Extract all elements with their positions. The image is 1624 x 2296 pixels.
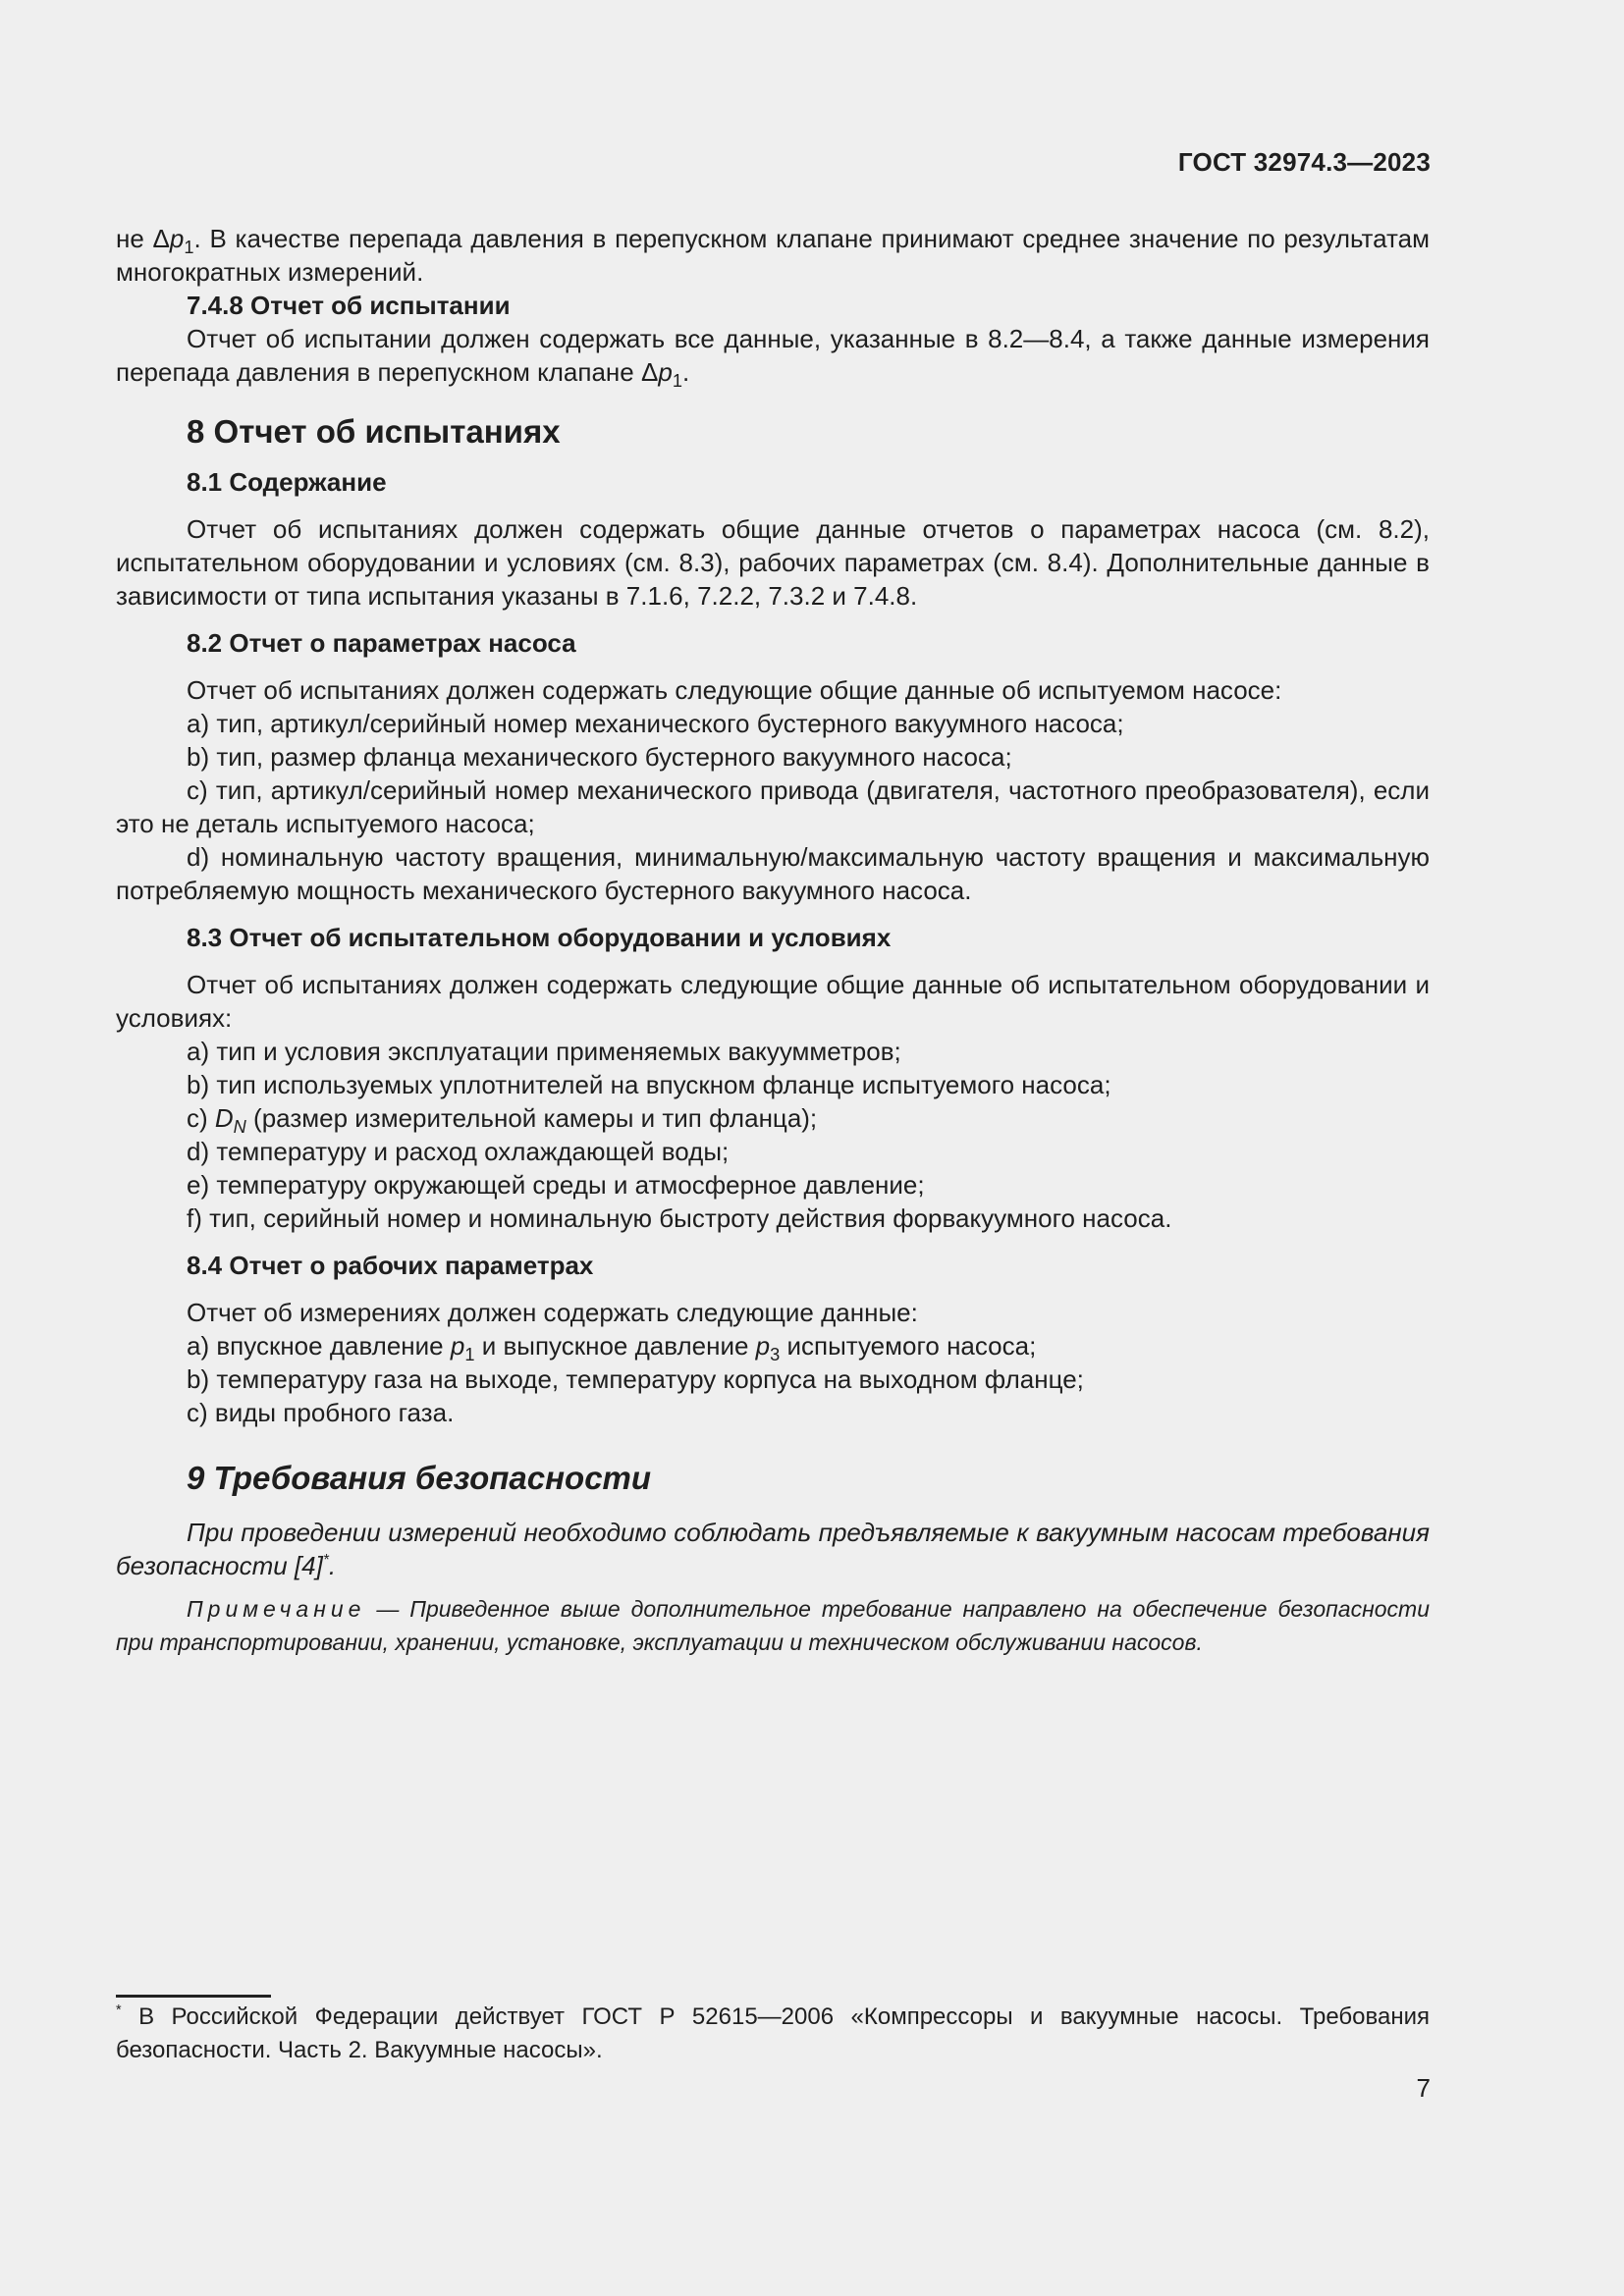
list-item: c) виды пробного газа.	[187, 1398, 455, 1427]
heading-8-4: 8.4 Отчет о рабочих параметрах	[187, 1251, 594, 1280]
heading-7-4-8: 7.4.8 Отчет об испытании	[187, 291, 511, 320]
list-item: d) температуру и расход охлаждающей воды;	[187, 1137, 730, 1166]
text-run: .	[328, 1551, 337, 1580]
list-item	[116, 1101, 1430, 1135]
section-9-title: 9 Требования безопасности	[187, 1460, 652, 1496]
heading-8-2: 8.2 Отчет о параметрах насоса	[187, 628, 576, 658]
heading-8-1: 8.1 Содержание	[187, 467, 387, 497]
footnote-mark: *	[116, 2002, 122, 2018]
variable: p	[755, 1331, 771, 1361]
section-8-title: 8 Отчет об испытаниях	[187, 413, 561, 450]
note-text: — Приведенное выше дополнительное требование направлено на обеспечение безопасности при транспортировании, хранении, установке, эксплуатации и техническом обслуживании насосов.	[116, 1596, 1430, 1655]
subscript: 1	[672, 371, 682, 391]
variable: p	[169, 224, 185, 253]
list-item: b) тип используемых уплотнителей на впускном фланце испытуемого насоса;	[187, 1070, 1111, 1099]
footnote	[116, 2001, 1430, 2067]
note-label: Примечание	[187, 1596, 366, 1622]
text-run: и выпускное давление	[474, 1331, 756, 1361]
list-item: a) тип, артикул/серийный номер механического бустерного вакуумного насоса;	[187, 709, 1124, 738]
paragraph-8-1: Отчет об испытаниях должен содержать общие данные отчетов о параметрах насоса (см. 8.2), испытательном оборудовании и условиях (см. 8.3), рабочих параметрах (см. 8.4). Дополнительные данные в зависимости от типа испытания указаны в 7.1.6, 7.2.2, 7.3.2 и 7.4.8.	[116, 514, 1430, 611]
text-run: не Δ	[116, 224, 170, 253]
list-item: f) тип, серийный номер и номинальную быстроту действия форвакуумного насоса.	[187, 1203, 1172, 1233]
text-run: .	[681, 357, 690, 387]
footnote-separator	[116, 1995, 271, 1998]
intro-paragraph	[116, 222, 1430, 289]
list-item: b) тип, размер фланца механического бустерного вакуумного насоса;	[187, 742, 1012, 772]
text-run: При проведении измерений необходимо соблюдать предъявляемые к вакуумным насосам требования безопасности [4]	[116, 1518, 1430, 1580]
list-item: e) температуру окружающей среды и атмосферное давление;	[187, 1170, 925, 1200]
footnote-ref: *	[322, 1552, 329, 1569]
text-run: (размер измерительной камеры и тип фланца);	[245, 1103, 818, 1133]
paragraph-8-3: Отчет об испытаниях должен содержать следующие общие данные об испытательном оборудовании и условиях:	[116, 970, 1430, 1033]
list-item: b) температуру газа на выходе, температуру корпуса на выходном фланце;	[187, 1364, 1084, 1394]
text-run: a) впускное давление	[187, 1331, 451, 1361]
paragraph-7-4-8	[116, 322, 1430, 389]
paragraph-9	[116, 1516, 1430, 1582]
text-run: c)	[187, 1103, 215, 1133]
list-item	[116, 1329, 1430, 1362]
page-content	[116, 222, 1430, 1659]
list-item: a) тип и условия эксплуатации применяемых вакуумметров;	[187, 1037, 901, 1066]
paragraph-8-2: Отчет об испытаниях должен содержать следующие общие данные об испытуемом насосе:	[187, 675, 1282, 705]
note	[116, 1592, 1430, 1659]
text-run: . В качестве перепада давления в перепускном клапане принимают среднее значение по результатам многократных измерений.	[116, 224, 1430, 287]
subscript: 1	[464, 1345, 475, 1364]
footnote-text: В Российской Федерации действует ГОСТ Р 52615—2006 «Компрессоры и вакуумные насосы. Требования безопасности. Часть 2. Вакуумные насосы».	[116, 2003, 1430, 2063]
subscript: N	[233, 1117, 246, 1137]
text-run: Отчет об испытании должен содержать все данные, указанные в 8.2—8.4, а также данные измерения перепада давления в перепускном клапане Δ	[116, 324, 1430, 387]
text-run: испытуемого насоса;	[780, 1331, 1037, 1361]
page-number: 7	[1416, 2073, 1431, 2103]
heading-8-3: 8.3 Отчет об испытательном оборудовании и условиях	[187, 923, 892, 952]
document-code: ГОСТ 32974.3—2023	[1177, 147, 1431, 177]
subscript: 1	[184, 238, 194, 257]
variable: D	[214, 1103, 234, 1133]
list-item: d) номинальную частоту вращения, минимальную/максимальную частоту вращения и максимальную потребляемую мощность механического бустерного вакуумного насоса.	[116, 842, 1430, 905]
subscript: 3	[770, 1345, 781, 1364]
variable: p	[450, 1331, 465, 1361]
variable: p	[658, 357, 673, 387]
paragraph-8-4: Отчет об измерениях должен содержать следующие данные:	[187, 1298, 918, 1327]
list-item: c) тип, артикул/серийный номер механического привода (двигателя, частотного преобразователя), если это не деталь испытуемого насоса;	[116, 775, 1430, 838]
